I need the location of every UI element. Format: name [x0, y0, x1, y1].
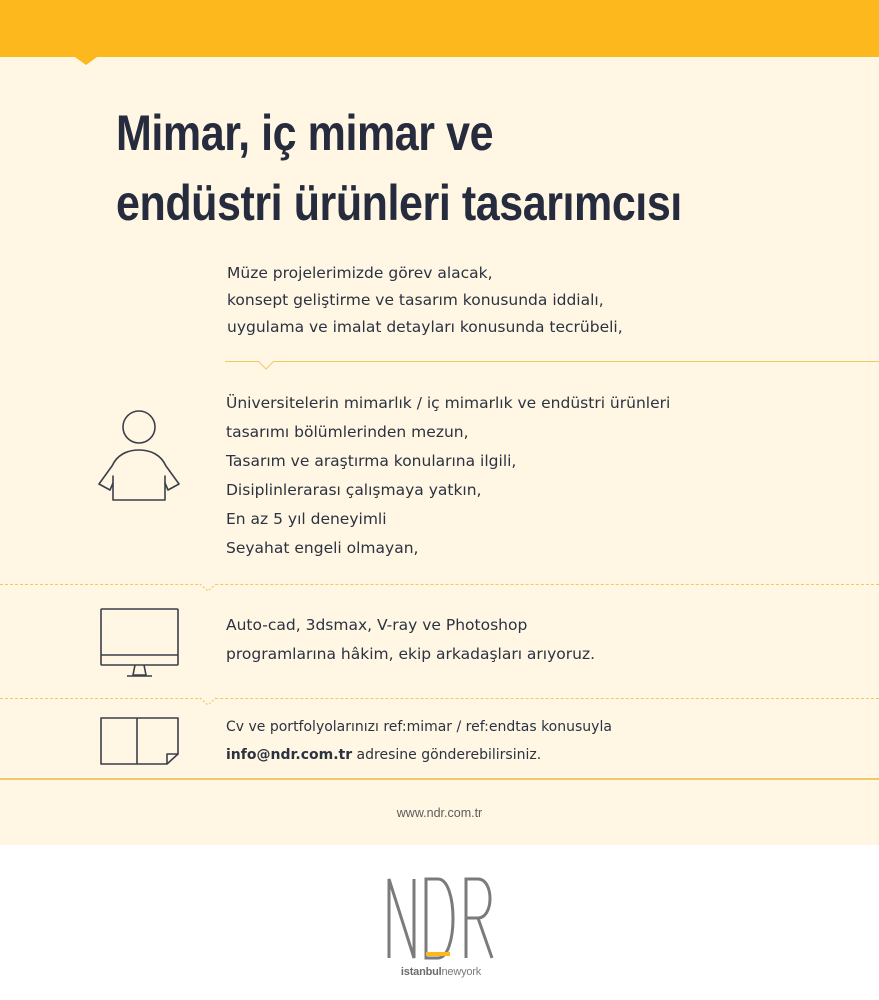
band-notch	[75, 57, 97, 65]
website-url[interactable]: www.ndr.com.tr	[396, 806, 483, 820]
requirement-item: Seyahat engeli olmayan,	[226, 539, 419, 557]
requirement-item: Üniversitelerin mimarlık / iç mimarlık ve endüstri ürünleri	[226, 394, 671, 412]
software-line: Auto-cad, 3dsmax, V-ray ve Photoshop	[226, 616, 528, 634]
intro-text	[227, 260, 827, 341]
intro-divider	[225, 361, 879, 362]
intro-line: uygulama ve imalat detayları konusunda tecrübeli,	[227, 318, 623, 336]
application-line-2	[226, 741, 866, 769]
requirement-item: tasarımı bölümlerinden mezun,	[226, 423, 469, 441]
ndr-logo	[386, 876, 496, 960]
top-accent-band	[0, 0, 879, 57]
requirements-list	[226, 389, 866, 563]
requirement-item: En az 5 yıl deneyimli	[226, 510, 387, 528]
person-icon	[98, 408, 180, 502]
logo-tagline-bold: istanbul	[400, 966, 442, 978]
section-divider	[0, 584, 879, 585]
divider-notch	[258, 361, 274, 370]
page-title	[116, 98, 735, 238]
title-line-1: Mimar, iç mimar ve	[116, 105, 494, 161]
email-link[interactable]: info@ndr.com.tr	[226, 747, 353, 763]
software-skills	[226, 611, 866, 669]
divider-notch	[200, 698, 216, 707]
software-line: programlarına hâkim, ekip arkadaşları arıyoruz.	[226, 645, 596, 663]
monitor-icon	[99, 607, 181, 679]
requirement-item: Tasarım ve araştırma konularına ilgili,	[226, 452, 517, 470]
intro-line: Müze projelerimizde görev alacak,	[227, 264, 493, 282]
application-info	[226, 713, 866, 769]
logo-tagline	[386, 966, 496, 978]
divider-notch	[200, 584, 216, 593]
requirement-item: Disiplinlerarası çalışmaya yatkın,	[226, 481, 482, 499]
title-line-2: endüstri ürünleri tasarımcısı	[116, 175, 682, 231]
section-divider	[0, 698, 879, 699]
logo-tagline-rest: newyork	[441, 966, 482, 978]
footer-divider	[0, 778, 879, 780]
application-line-rest: adresine gönderebilirsiniz.	[352, 747, 542, 763]
application-line: Cv ve portfolyolarınızı ref:mimar / ref:endtas konusuyla	[226, 719, 612, 735]
folder-icon	[99, 716, 181, 766]
intro-line: konsept geliştirme ve tasarım konusunda iddialı,	[227, 291, 604, 309]
